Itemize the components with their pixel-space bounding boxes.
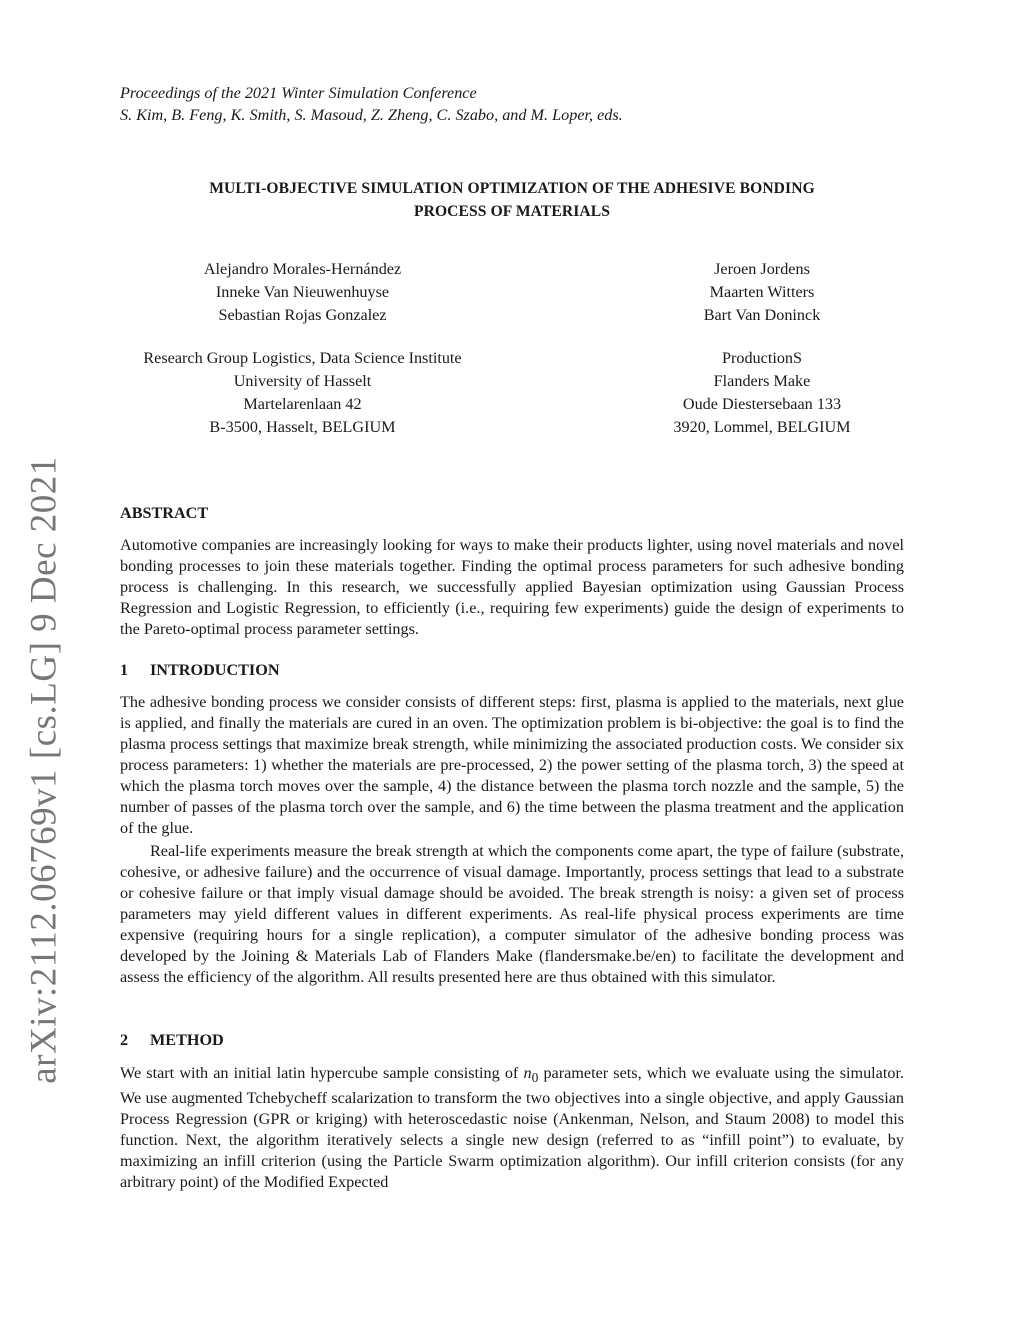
affiliation-line: ProductionS (721, 349, 803, 367)
method-text-start: We start with an initial latin hypercube sample consisting of (120, 1064, 524, 1082)
author-name: Jeroen Jordens (714, 260, 810, 278)
proceedings-line-1: Proceedings of the 2021 Winter Simulation Conference (120, 84, 477, 102)
section-number: 1 (120, 661, 129, 679)
affiliation-right (612, 347, 912, 439)
abstract-text: Automotive companies are increasingly looking for ways to make their products lighter, using novel materials and novel bonding processes to join these materials together. Finding the optimal process parameters for such adhesive bonding process is challenging. In this research, we successfully applied Bayesian optimization using Gaussian Process Regression and Logistic Regression, to efficiently (i.e., requiring few experiments) guide the design of experiments to the Pareto-optimal process parameter settings. (120, 536, 904, 638)
section-number: 2 (120, 1031, 129, 1049)
variable-subscript: 0 (531, 1070, 539, 1086)
method-text-rest: parameter sets, which we evaluate using the simulator. We use augmented Tchebycheff scalarization to transform the two objectives into a single objective, and apply Gaussian Process Regression (GPR or kriging) with heteroscedastic noise (Ankenman, Nelson, and Staum 2008) to model this function. Next, the algorithm iteratively selects a single new design (referred to as “infill point”) to evaluate, by maximizing an infill criterion (using the Particle Swarm optimization algorithm). Our infill criterion consists (for any arbitrary point) of the Modified Expected (120, 1064, 904, 1192)
variable-n: n (523, 1064, 532, 1082)
author-names-right (612, 258, 912, 327)
author-name: Alejandro Morales-Hernández (203, 260, 402, 278)
affiliation-line: Research Group Logistics, Data Science Institute (143, 349, 462, 367)
title-line-1: MULTI-OBJECTIVE SIMULATION OPTIMIZATION OF THE ADHESIVE BONDING (209, 180, 815, 197)
author-name: Maarten Witters (709, 283, 815, 301)
arxiv-identifier: arXiv:2112.06769v1 [cs.LG] 9 Dec 2021 (23, 456, 65, 1084)
affiliation-line: University of Hasselt (233, 372, 372, 390)
affiliation-left (110, 347, 495, 439)
section-2-heading (120, 1031, 224, 1050)
affiliation-line: Oude Diestersebaan 133 (682, 395, 842, 413)
section-1-heading (120, 661, 280, 680)
section-title: METHOD (150, 1031, 224, 1049)
intro-paragraph-2: Real-life experiments measure the break strength at which the components come apart, the type of failure (substrate, cohesive, or adhesive failure) and the occurrence of visual damage. Importantly, process settings that lead to a substrate or cohesive failure or that imply visual damage should be avoided. The break strength is noisy: a given set of process parameters may yield different values in different experiments. As real-life physical process experiments are time expensive (requiring hours for a single replication), a computer simulator of the adhesive bonding process was developed by the Joining & Materials Lab of Flanders Make (flandersmake.be/en) to facilitate the development and assess the efficiency of the algorithm. All results presented here are thus obtained with this simulator. (120, 842, 904, 986)
intro-paragraph-1: The adhesive bonding process we consider consists of different steps: first, plasma is applied to the materials, next glue is applied, and finally the materials are cured in an oven. The optimization problem is bi-objective: the goal is to find the plasma process settings that maximize break strength, while minimizing the associated production costs. We consider six process parameters: 1) whether the materials are pre-processed, 2) the power setting of the plasma torch, 3) the speed at which the plasma torch moves over the sample, 4) the distance between the plasma torch nozzle and the sample, 5) the number of passes of the plasma torch over the sample, and 6) the time between the plasma treatment and the application of the glue. (120, 693, 904, 837)
proceedings-header (120, 82, 623, 126)
author-name: Bart Van Doninck (703, 306, 821, 324)
affiliation-line: 3920, Lommel, BELGIUM (673, 418, 851, 436)
author-names-left (110, 258, 495, 327)
paper-title (120, 177, 904, 223)
section-title: INTRODUCTION (150, 661, 280, 679)
author-name: Inneke Van Nieuwenhuyse (215, 283, 390, 301)
title-line-2: PROCESS OF MATERIALS (413, 203, 611, 220)
affiliation-line: B-3500, Hasselt, BELGIUM (209, 418, 396, 436)
proceedings-line-2: S. Kim, B. Feng, K. Smith, S. Masoud, Z. Zheng, C. Szabo, and M. Loper, eds. (120, 106, 623, 124)
method-paragraph-1 (120, 1063, 904, 1193)
affiliation-line: Martelarenlaan 42 (243, 395, 362, 413)
affiliation-line: Flanders Make (713, 372, 811, 390)
abstract-heading: ABSTRACT (120, 504, 209, 522)
author-name: Sebastian Rojas Gonzalez (218, 306, 387, 324)
